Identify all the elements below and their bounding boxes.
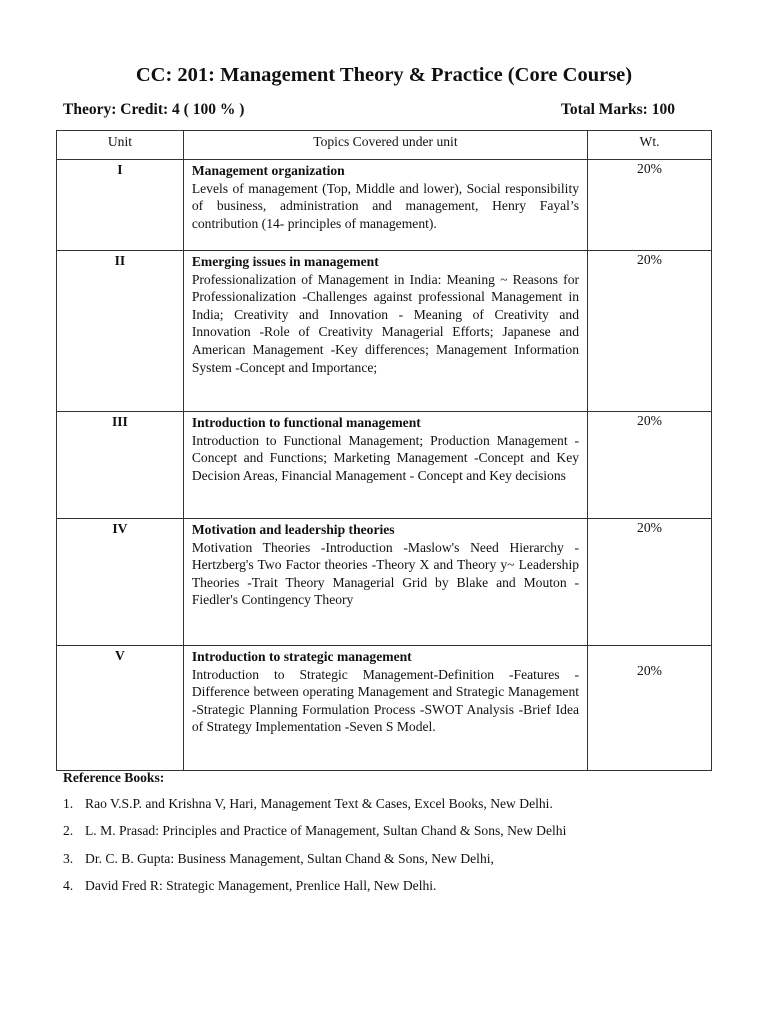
topic-heading: Motivation and leadership theories (191, 522, 395, 537)
topic-heading: Introduction to strategic management (191, 649, 412, 664)
unit-cell (57, 519, 184, 646)
reference-text: Dr. C. B. Gupta: Business Management, Sultan Chand & Sons, New Delhi, (85, 850, 494, 866)
unit-label: I (117, 162, 123, 177)
column-header-topics: Topics Covered under unit (183, 131, 587, 160)
unit-label: IV (112, 521, 128, 536)
unit-cell (57, 412, 184, 519)
weight-cell (588, 519, 712, 646)
total-marks: Total Marks: 100 (561, 101, 675, 118)
unit-label: II (114, 253, 126, 268)
reference-books-heading: Reference Books: (63, 770, 165, 785)
table-header-row (57, 131, 712, 160)
credit-info: Theory: Credit: 4 ( 100 % ) (63, 101, 245, 118)
table-row (57, 519, 712, 646)
weight-value: 20% (637, 161, 662, 176)
page-title: CC: 201: Management Theory & Practice (Core Course) (135, 64, 633, 86)
weight-cell (588, 412, 712, 519)
topic-body: Levels of management (Top, Middle and lower), Social responsibility of business, administration and management, Henry Fayal’s contribution (14- principles of management). (191, 180, 580, 231)
list-number: 2. (63, 823, 74, 839)
unit-label: V (115, 648, 125, 663)
unit-cell (57, 646, 184, 771)
table-row (57, 160, 712, 251)
topic-body: Professionalization of Management in India: Meaning ~ Reasons for Professionalization -Challenges against professional Management in India; Creativity and Innovation - Meaning of Creativity and Innovation -Role of Creativity Managerial Efforts; Japanese and American Management -Key differences; Management Information System -Concept and Importance; (191, 271, 580, 375)
list-item (63, 823, 566, 850)
list-number: 3. (63, 850, 74, 866)
list-item (63, 851, 566, 878)
weight-value: 20% (637, 520, 662, 535)
table-row (57, 646, 712, 771)
list-number: 1. (63, 796, 74, 811)
weight-cell (588, 251, 712, 412)
unit-cell (57, 251, 184, 412)
topic-body: Introduction to Functional Management; Production Management -Concept and Functions; Marketing Management -Concept and Key Decision Areas, Financial Management - Concept and Key decisions (191, 432, 580, 483)
topic-cell (183, 160, 587, 251)
list-item (63, 796, 566, 823)
syllabus-table (56, 130, 712, 771)
unit-label: III (111, 414, 128, 429)
weight-cell (588, 160, 712, 251)
unit-cell (57, 160, 184, 251)
weight-value: 20% (637, 252, 662, 267)
reference-text: Rao V.S.P. and Krishna V, Hari, Management Text & Cases, Excel Books, New Delhi. (85, 796, 553, 811)
reference-text: David Fred R: Strategic Management, Prenlice Hall, New Delhi. (85, 877, 437, 893)
topic-cell (183, 646, 587, 771)
topic-heading: Management organization (191, 163, 345, 178)
reference-text: L. M. Prasad: Principles and Practice of Management, Sultan Chand & Sons, New Delhi (85, 823, 567, 839)
weight-cell (588, 646, 712, 771)
weight-value: 20% (637, 663, 662, 678)
weight-value: 20% (637, 413, 662, 428)
reference-list (63, 796, 566, 905)
topic-heading: Emerging issues in management (191, 254, 379, 269)
topic-body: Motivation Theories -Introduction -Maslow's Need Hierarchy - Hertzberg's Two Factor theories -Theory X and Theory y~ Leadership Theories -Trait Theory Managerial Grid by Blake and Mouton -Fiedler's Contingency Theory (191, 539, 580, 608)
column-header-weight: Wt. (588, 131, 712, 160)
topic-cell (183, 412, 587, 519)
list-item (63, 878, 566, 905)
table-row (57, 412, 712, 519)
table-row (57, 251, 712, 412)
topic-body: Introduction to Strategic Management-Definition -Features - Difference between operating Management and Strategic Management -Strategic Planning Formulation Process -SWOT Analysis -Brief Idea of Strategy Implementation -Seven S Model. (191, 666, 580, 735)
topic-heading: Introduction to functional management (191, 415, 421, 430)
topic-cell (183, 519, 587, 646)
list-number: 4. (63, 877, 74, 893)
column-header-unit: Unit (57, 131, 184, 160)
topic-cell (183, 251, 587, 412)
